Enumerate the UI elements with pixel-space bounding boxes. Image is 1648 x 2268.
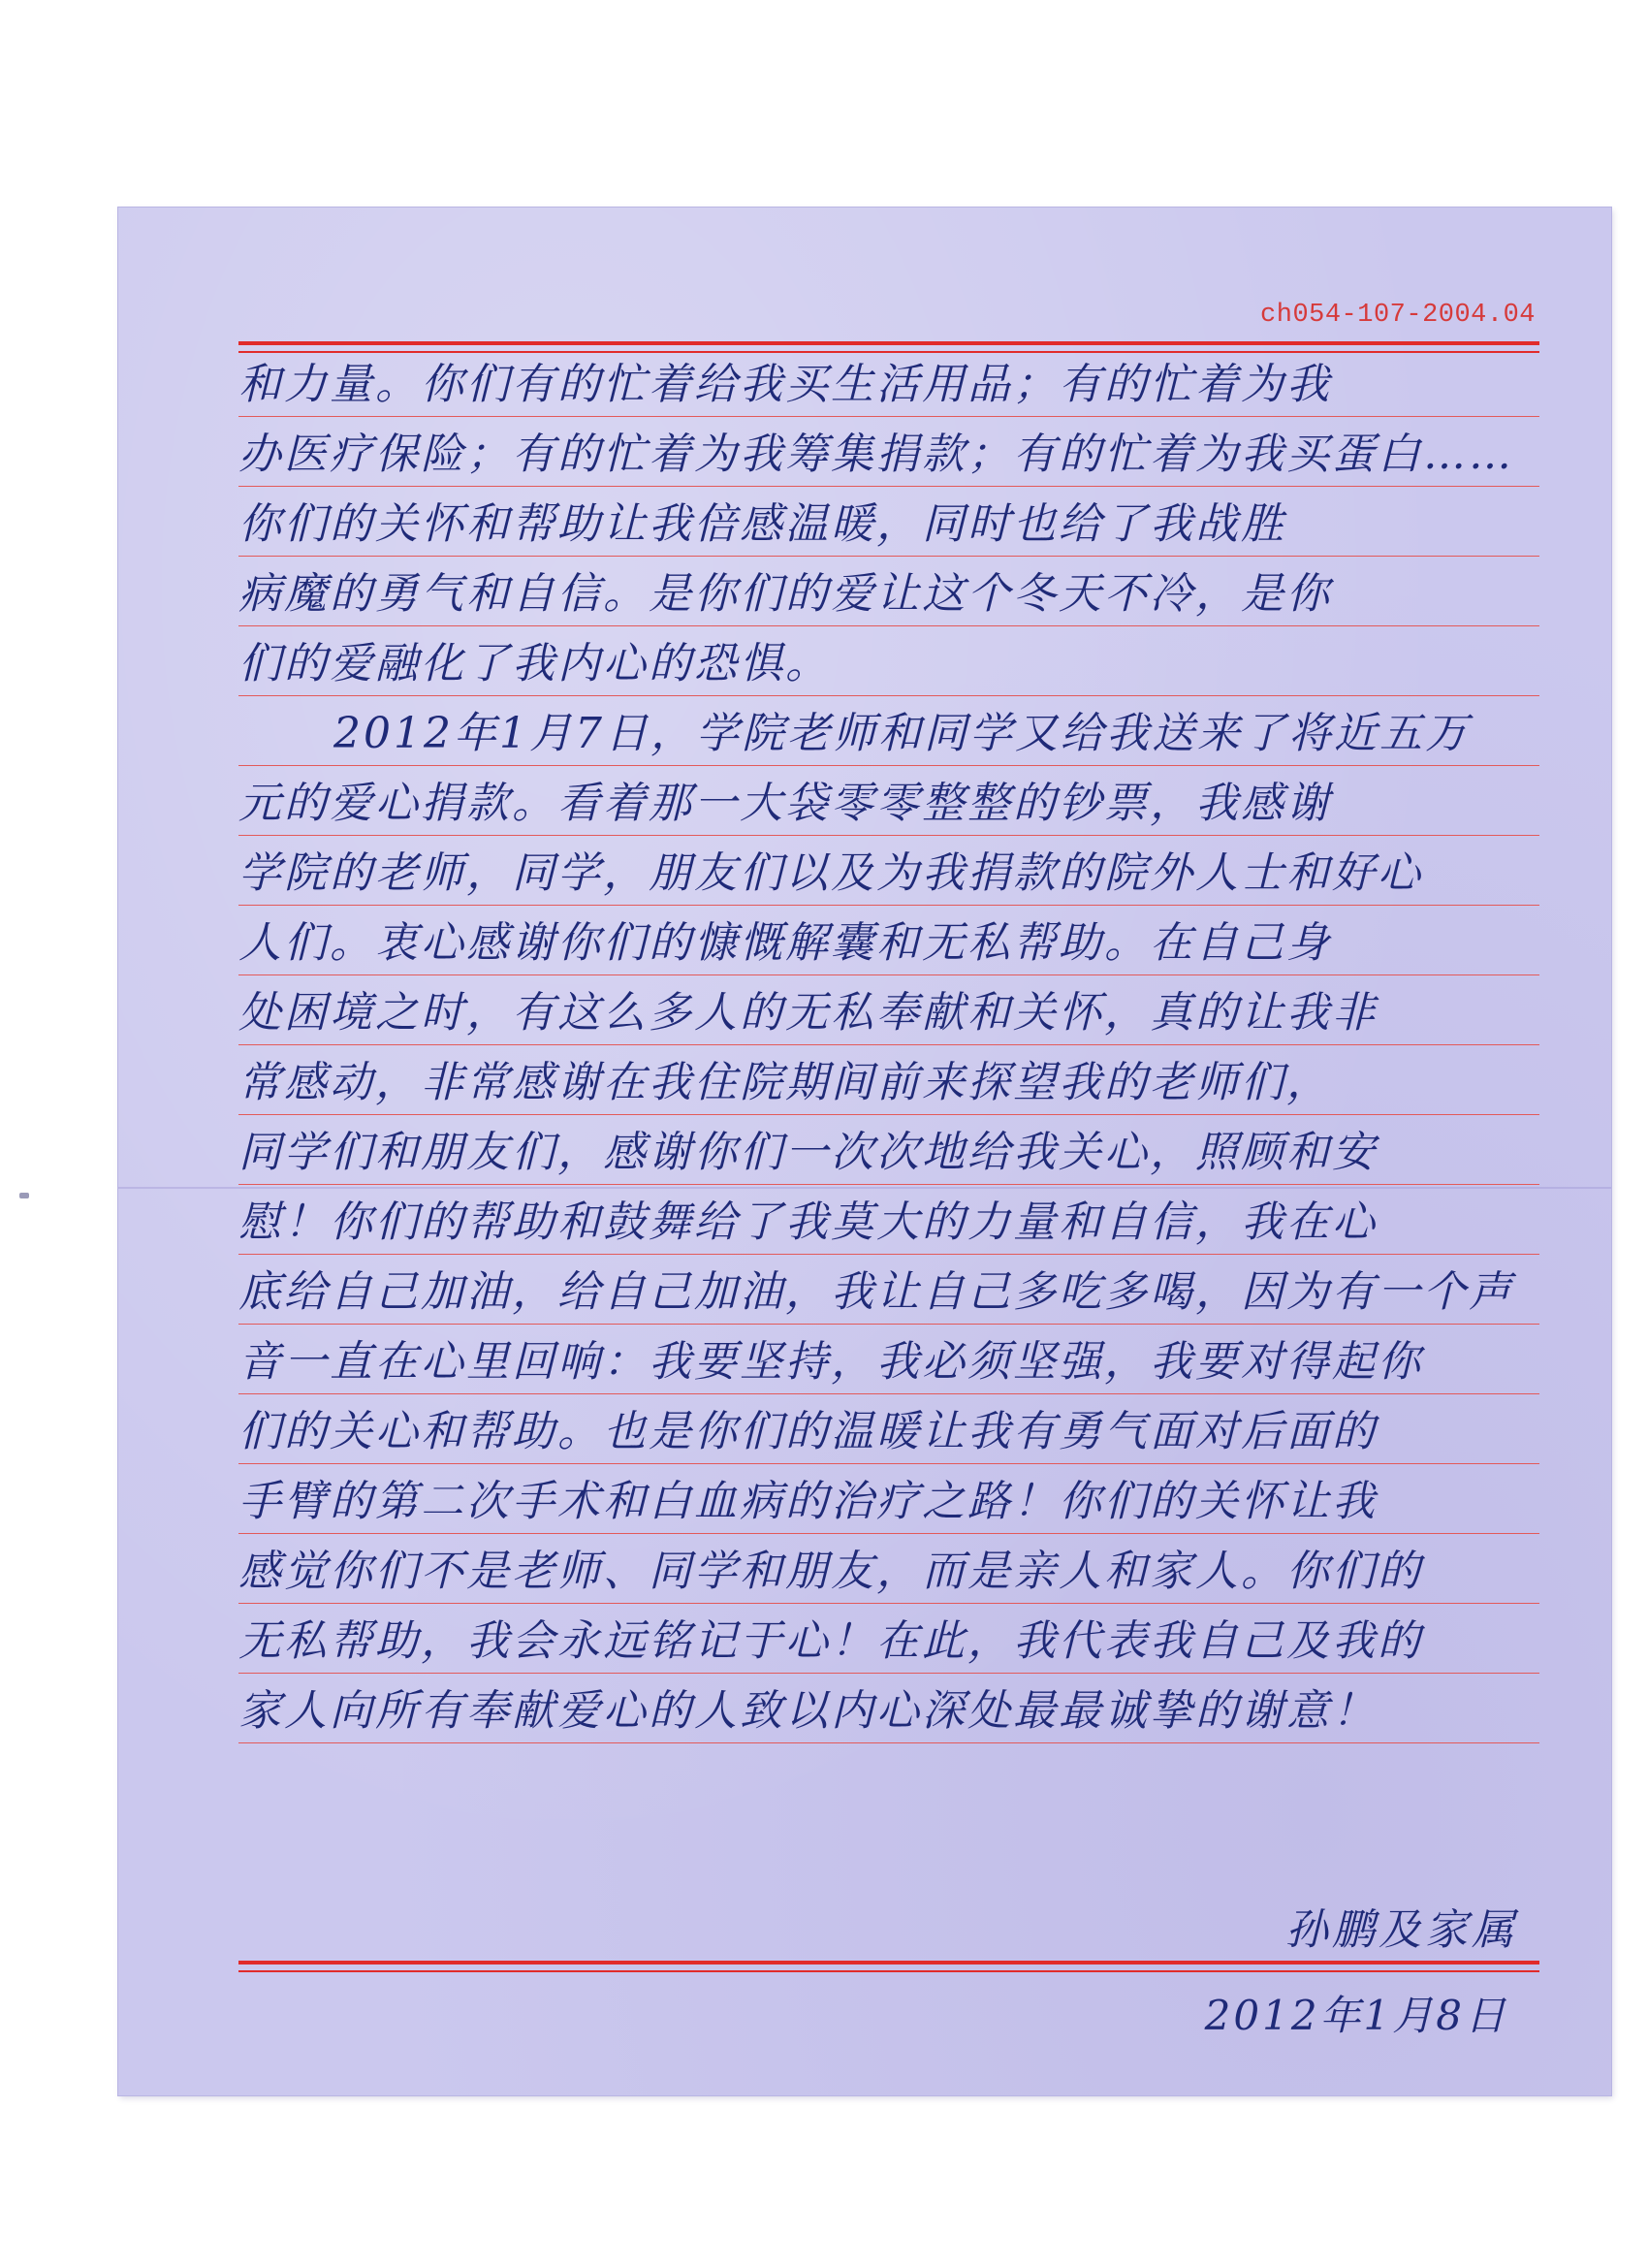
line-text: 常感动，非常感谢在我住院期间前来探望我的老师们，	[238, 1058, 1332, 1107]
line-text: 手臂的第二次手术和白血病的治疗之路！你们的关怀让我	[238, 1477, 1378, 1526]
letter-line	[238, 1604, 1539, 1674]
footer-red-rule	[238, 1961, 1539, 1972]
letter-line	[238, 766, 1539, 836]
letter-line	[238, 1674, 1539, 1743]
letter-date: 2012年1月8日	[1204, 1992, 1508, 2039]
letter-line	[238, 1185, 1539, 1255]
letter-line	[238, 1255, 1539, 1325]
letter-line	[238, 1394, 1539, 1464]
letter-line	[238, 696, 1539, 766]
letter-line	[238, 836, 1539, 906]
line-text: 家人向所有奉献爱心的人致以内心深处最最诚挚的谢意！	[238, 1686, 1378, 1736]
letter-line	[238, 1045, 1539, 1115]
line-text: 病魔的勇气和自信。是你们的爱让这个冬天不冷，是你	[238, 569, 1332, 619]
line-text: 感觉你们不是老师、同学和朋友，而是亲人和家人。你们的	[238, 1547, 1423, 1596]
line-text: 人们。衷心感谢你们的慷慨解囊和无私帮助。在自己身	[238, 918, 1332, 968]
line-text: 底给自己加油，给自己加油，我让自己多吃多喝，因为有一个声	[238, 1267, 1514, 1317]
letter-line	[238, 626, 1539, 696]
letter-line	[238, 417, 1539, 487]
signature: 孙鹏及家属	[1285, 1905, 1518, 1955]
line-text: 元的爱心捐款。看着那一大袋零零整整的钞票，我感谢	[238, 779, 1332, 828]
letter-line	[238, 557, 1539, 626]
letter-line	[238, 1534, 1539, 1604]
letter-line	[238, 975, 1539, 1045]
line-text: 们的爱融化了我内心的恐惧。	[238, 639, 831, 688]
ruled-lines	[238, 347, 1539, 1743]
letter-line	[238, 1464, 1539, 1534]
letter-line	[238, 1325, 1539, 1394]
scan-speck	[19, 1193, 29, 1198]
letter-paper	[118, 208, 1611, 2095]
line-text: 音一直在心里回响：我要坚持，我必须坚强，我要对得起你	[238, 1337, 1423, 1387]
line-text: 办医疗保险；有的忙着为我筹集捐款；有的忙着为我买蛋白……	[238, 430, 1514, 479]
line-text: 们的关心和帮助。也是你们的温暖让我有勇气面对后面的	[238, 1407, 1378, 1456]
line-text: 学院的老师，同学，朋友们以及为我捐款的院外人士和好心	[238, 848, 1423, 898]
line-text: 慰！你们的帮助和鼓舞给了我莫大的力量和自信，我在心	[238, 1198, 1378, 1247]
letter-line	[238, 1115, 1539, 1185]
line-text: 你们的关怀和帮助让我倍感温暖，同时也给了我战胜	[238, 499, 1286, 549]
line-text: 2012年1月7日，学院老师和同学又给我送来了将近五万	[333, 709, 1471, 758]
letter-line	[238, 347, 1539, 417]
letter-line	[238, 487, 1539, 557]
line-text: 和力量。你们有的忙着给我买生活用品；有的忙着为我	[238, 360, 1332, 409]
line-text: 处困境之时，有这么多人的无私奉献和关怀，真的让我非	[238, 988, 1378, 1038]
letter-line	[238, 906, 1539, 975]
line-text: 同学们和朋友们，感谢你们一次次地给我关心，照顾和安	[238, 1128, 1378, 1177]
line-text: 无私帮助，我会永远铭记于心！在此，我代表我自己及我的	[238, 1616, 1423, 1666]
serial-number: ch054-107-2004.04	[1260, 301, 1536, 330]
